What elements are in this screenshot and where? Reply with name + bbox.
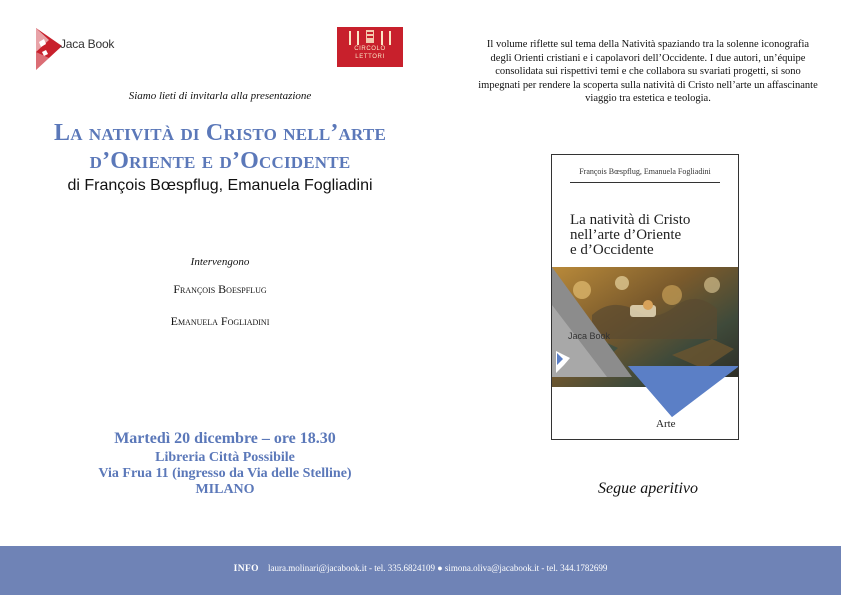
footer-separator-icon: ● [437,563,443,573]
book-cover-publisher: Jaca Book [568,331,611,341]
jaca-book-logo-text: Jaca Book [60,37,115,51]
book-cover-title-line3: e d’Occidente [570,242,654,258]
book-title-line1: La natività di Cristo nell’arte [54,120,386,146]
book-description: Il volume riflette sul tema della Natività spaziando tra la solenne iconografia degli Orienti cristiani e i capolavori dell’Occidente. I due autori, un’équipe consolidata sui rispettivi temi e che collabora su svariati progetti, si sono impegnati per rendere la scoperta sulla natività di Cristo nell’arte un affascinante viaggio tra estetica e teologia. [478,39,818,105]
speaker-name: François Boespflug [173,282,267,296]
footer-contact-email-2: simona.oliva@jacabook.it - tel. 344.1782699 [444,563,608,573]
nativity-mosaic-artwork [552,155,738,439]
book-cover-authors: François Bœspflug, Emanuela Fogliadini [579,167,711,176]
event-city: MILANO [195,482,255,497]
book-title-line2: d’Oriente e d’Occidente [89,148,351,174]
jaca-book-logo-mark-icon [36,28,62,70]
book-cover-image [551,154,739,440]
event-date-time: Martedì 20 dicembre – ore 18.30 [114,430,336,447]
circolo-logo-line1: CIRCOLO [354,46,386,52]
event-venue: Libreria Città Possibile [155,450,295,465]
invitation-intro: Siamo lieti di invitarla alla presentazione [128,90,312,102]
book-cover-title-line2: nell’arte d’Oriente [570,227,682,243]
book-cover-title-line1: La natività di Cristo [570,212,691,228]
book-authors: di François Bœspflug, Emanuela Fogliadini [67,177,373,194]
aperitivo-note: Segue aperitivo [598,480,698,497]
jaca-book-logo [36,28,156,70]
speakers-label: Intervengono [190,256,250,268]
circolo-lettori-logo [337,27,403,67]
book-cover-series: Arte [656,418,676,430]
footer-info-label: INFO [233,564,259,574]
info-footer [0,546,841,595]
footer-contact-email-1: laura.molinari@jacabook.it - tel. 335.6824109 [267,563,435,573]
footer-contact-line [0,563,841,574]
speaker-name: Emanuela Fogliadini [170,314,270,328]
event-address: Via Frua 11 (ingresso da Via delle Stelline) [98,466,352,481]
circolo-logo-line2: LETTORI [355,54,385,60]
